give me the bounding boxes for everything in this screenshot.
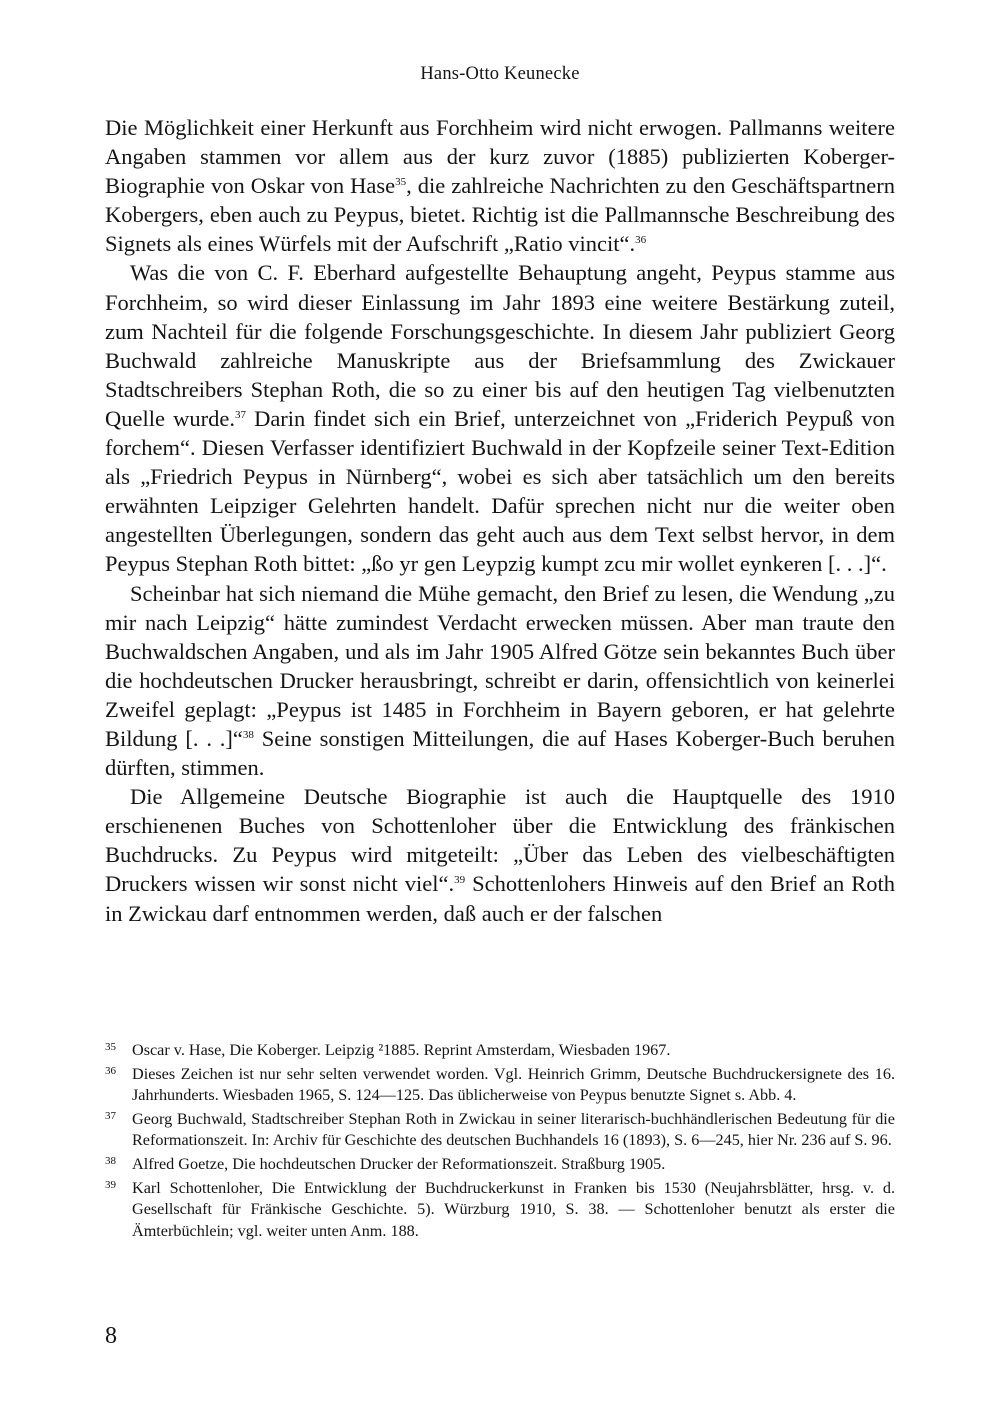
footnotes [105,1040,895,1244]
footnote-38 [105,1154,895,1176]
footnote-37 [105,1109,895,1152]
text-segment: Die Allgemeine Deutsche Biographie ist auch die Hauptquelle des 1910 erschienenen Buches von Schottenloher über die Entwicklung des fränkischen Buchdrucks. Zu Peypus wird mitgeteilt: „Über das Leben des vielbeschäftigten Druckers wissen wir sonst nicht viel“. [105,784,895,897]
text-segment: Darin findet sich ein Brief, unterzeichnet von „Friderich Peypuß von forchem“. Diesen Verfasser identifiziert Buchwald in der Kopfzeile seiner Text-Edition als „Friedrich Peypus in Nürnberg“, wobei es sich aber tatsächlich um den bereits erwähnten Leipziger Gelehrten handelt. Dafür sprechen nicht nur die weiter oben angestellten Überlegungen, sondern das geht auch aus dem Text selbst hervor, in dem Peypus Stephan Roth bittet: „ßo yr gen Leypzig kumpt zcu mir wollet eynkeren [. . .]“. [105,405,895,577]
footnote-ref-37: 37 [234,408,246,421]
footnote-text: Georg Buchwald, Stadtschreiber Stephan Roth in Zwickau in seiner literarisch-buchhändlerischen Bedeutung für die Reformationszeit. In: Archiv für Geschichte des deutschen Buchhandels 16 (1893), S. 6—245, hier Nr. 236 auf S. 96. [132,1109,895,1150]
footnote-ref-39: 39 [454,874,466,887]
footnote-text: Alfred Goetze, Die hochdeutschen Drucker der Reformationszeit. Straßburg 1905. [132,1154,666,1173]
text-segment: Die Möglichkeit einer Herkunft aus Forchheim wird nicht erwogen. Pallmanns weitere Angaben stammen vor allem aus der kurz zuvor (1885) publizierten Koberger-Biographie von Oskar von Hase [105,115,895,199]
footnote-35 [105,1040,895,1062]
footnote-ref-35: 35 [395,176,407,189]
footnote-number: 36 [105,1064,116,1077]
text-segment: Seine sonstigen Mitteilungen, die auf Hases Koberger-Buch beruhen dürften, stimmen. [105,725,895,781]
footnote-36 [105,1064,895,1107]
text-segment: Was die von C. F. Eberhard aufgestellte Behauptung angeht, Peypus stamme aus Forchheim, so wird dieser Einlassung im Jahr 1893 eine weitere Bestärkung zuteil, zum Nachteil für die folgende Forschungsgeschichte. In diesem Jahr publiziert Georg Buchwald zahlreiche Manuskripte aus der Briefsammlung des Zwickauer Stadtschreibers Stephan Roth, die so zu einer bis auf den heutigen Tag vielbenutzten Quelle wurde. [105,260,895,431]
body-text [105,113,895,928]
footnote-number: 38 [105,1154,116,1167]
footnote-text: Dieses Zeichen ist nur sehr selten verwendet worden. Vgl. Heinrich Grimm, Deutsche Buchdruckersignete des 16. Jahrhunderts. Wiesbaden 1965, S. 124—125. Das üblicherweise von Peypus benutzte Signet s. Abb. 4. [132,1064,895,1105]
footnote-text: Karl Schottenloher, Die Entwicklung der Buchdruckerkunst in Franken bis 1530 (Neujahrsblätter, hrsg. v. d. Gesellschaft für Fränkische Geschichte. 5). Würzburg 1910, S. 38. — Schottenloher benutzt als erster die Ämterbüchlein; vgl. weiter unten Anm. 188. [132,1178,895,1240]
footnote-number: 35 [105,1041,116,1053]
text-segment: , die zahlreiche Nachrichten zu den Geschäftspartnern Kobergers, eben auch zu Peypus, bietet. Richtig ist die Pallmannsche Beschreibung des Signets als eines Würfels mit der Aufschrift „Ratio vincit“. [105,173,895,257]
footnote-ref-38: 38 [242,728,254,741]
running-head: Hans-Otto Keunecke [420,64,580,84]
text-segment: Scheinbar hat sich niemand die Mühe gemacht, den Brief zu lesen, die Wendung „zu mir nach Leipzig“ hätte zumindest Verdacht erwecken müssen. Aber man traute den Buchwaldschen Angaben, und als im Jahr 1905 Alfred Götze sein bekanntes Buch über die hochdeutschen Drucker herausbringt, schreibt er darin, offensichtlich von keinerlei Zweifel geplagt: „Peypus ist 1485 in Forchheim in Bayern geboren, er hat gelehrte Bildung [. . .]“ [105,580,895,751]
paragraph-1 [105,113,895,258]
paragraph-3 [105,579,895,783]
paragraph-4 [105,782,895,927]
footnote-text: Oscar v. Hase, Die Koberger. Leipzig ²1885. Reprint Amsterdam, Wiesbaden 1967. [132,1041,671,1059]
footnote-39 [105,1178,895,1243]
footnote-number: 37 [105,1109,116,1122]
footnote-number: 39 [105,1178,116,1191]
paragraph-2 [105,258,895,578]
footnote-ref-36: 36 [635,234,647,247]
page-number: 8 [105,1323,117,1349]
text-segment: Schottenlohers Hinweis auf den Brief an Roth in Zwickau darf entnommen werden, daß auch er der falschen [105,871,895,926]
